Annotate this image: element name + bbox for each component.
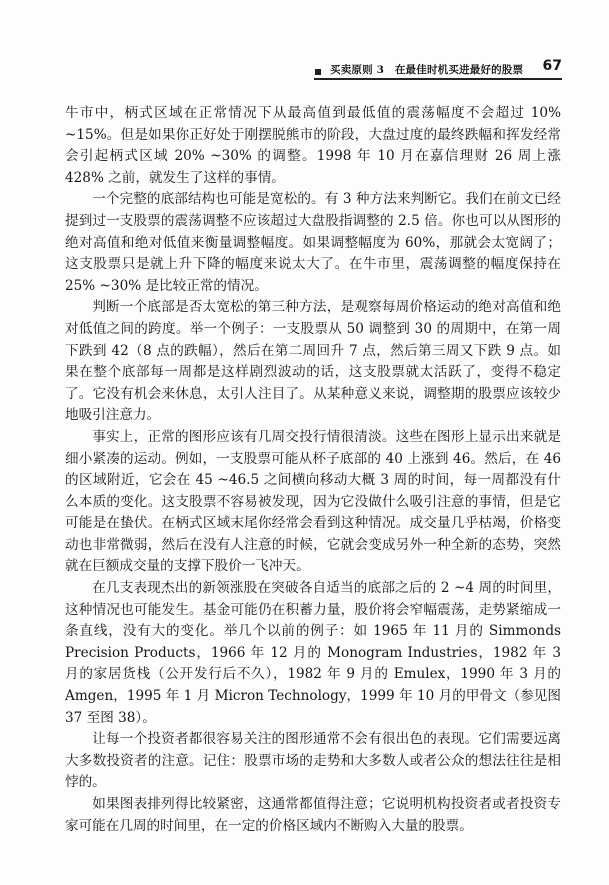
page-number: 67 — [542, 58, 562, 74]
paragraph-1: 牛市中，柄式区域在正常情况下从最高值到最低值的震荡幅度不会超过 10% ~15%。但是如果你正好处于刚摆脱熊市的阶段，大盘过度的最终跌幅和挥发经常会引起柄式区域 20% ~30% 的调整。1998 年 10 月在嘉信理财 26 周上涨 428% 之前，就发生了这样的事情。 — [65, 105, 561, 186]
paragraph-4: 事实上，正常的图形应该有几周交投行情很清淡。这些在图形上显示出来就是细小紧凑的运动。例如，一支股票可能从杯子底部的 40 上涨到 46。然后，在 46 的区域附近，它会在 45 ~46.5 之间横向移动大概 3 周的时间，每一周都没有什么本质的变化。这支股票不容易被发现，因为它没做什么吸引注意的事情，但是它可能是在蛰伏。在柄式区域末尾你经常会看到这种情况。成交量几乎枯竭，价格变动也非常微弱，然后在没有人注意的时候，它就会变成另外一种全新的态势，突然就在巨额成交量的支撑下股价一飞冲天。 — [65, 428, 561, 575]
header-square-icon — [315, 69, 321, 75]
paragraph-5: 在几支表现杰出的新领涨股在突破各自适当的底部之后的 2 ~4 周的时间里，这种情况也可能发生。基金可能仍在积蓄力量，股价将会窄幅震荡，走势紧缩成一条直线，没有大的变化。举几个以前的例子：如 1965 年 11 月的 Simmonds Precision Products，1966 年 12 月的 Monogram Industries，1982 年 3 月的家居货栈（公开发行后不久），1982 年 9 月的 Emulex，1990 年 3 月的 Amgen，1995 年 1 月 Micron Technology，1999 年 10 月的甲骨文（参见图 37 至图 38）。 — [65, 580, 561, 726]
running-header — [300, 58, 562, 80]
body-text — [65, 103, 561, 837]
header-title: 买卖原则 3 在最佳时机买进最好的股票 — [330, 64, 524, 76]
paragraph-2: 一个完整的底部结构也可能是宽松的。有 3 种方法来判断它。我们在前文已经提到过一支股票的震荡调整不应该超过大盘股指调整的 2.5 倍。你也可以从图形的绝对高值和绝对低值来衡量调整幅度。如果调整幅度为 60%，那就会太宽阔了；这支股票只是就上升下降的幅度来说太大了。在牛市里，震荡调整的幅度保持在 25% ~30% 是比较正常的情况。 — [65, 191, 561, 294]
paragraph-7: 如果图表排列得比较紧密，这通常都值得注意；它说明机构投资者或者投资专家可能在几周的时间里，在一定的价格区域内不断购入大量的股票。 — [65, 796, 561, 834]
header-rule — [314, 78, 562, 80]
paragraph-6: 让每一个投资者都很容易关注的图形通常不会有很出色的表现。它们需要远离大多数投资者的注意。记住：股票市场的走势和大多数人或者公众的想法往往是相悖的。 — [65, 731, 561, 791]
paragraph-3: 判断一个底部是否太宽松的第三种方法，是观察每周价格运动的绝对高值和绝对低值之间的跨度。举一个例子：一支股票从 50 调整到 30 的周期中，在第一周下跌到 42（8 点的跌幅），然后在第二周回升 7 点，然后第三周又下跌 9 点。如果在整个底部每一周都是这样剧烈波动的话，这支股票就太活跃了，变得不稳定了。它没有机会来休息，太引人注目了。从某种意义来说，调整期的股票应该较少地吸引注意力。 — [65, 299, 561, 424]
